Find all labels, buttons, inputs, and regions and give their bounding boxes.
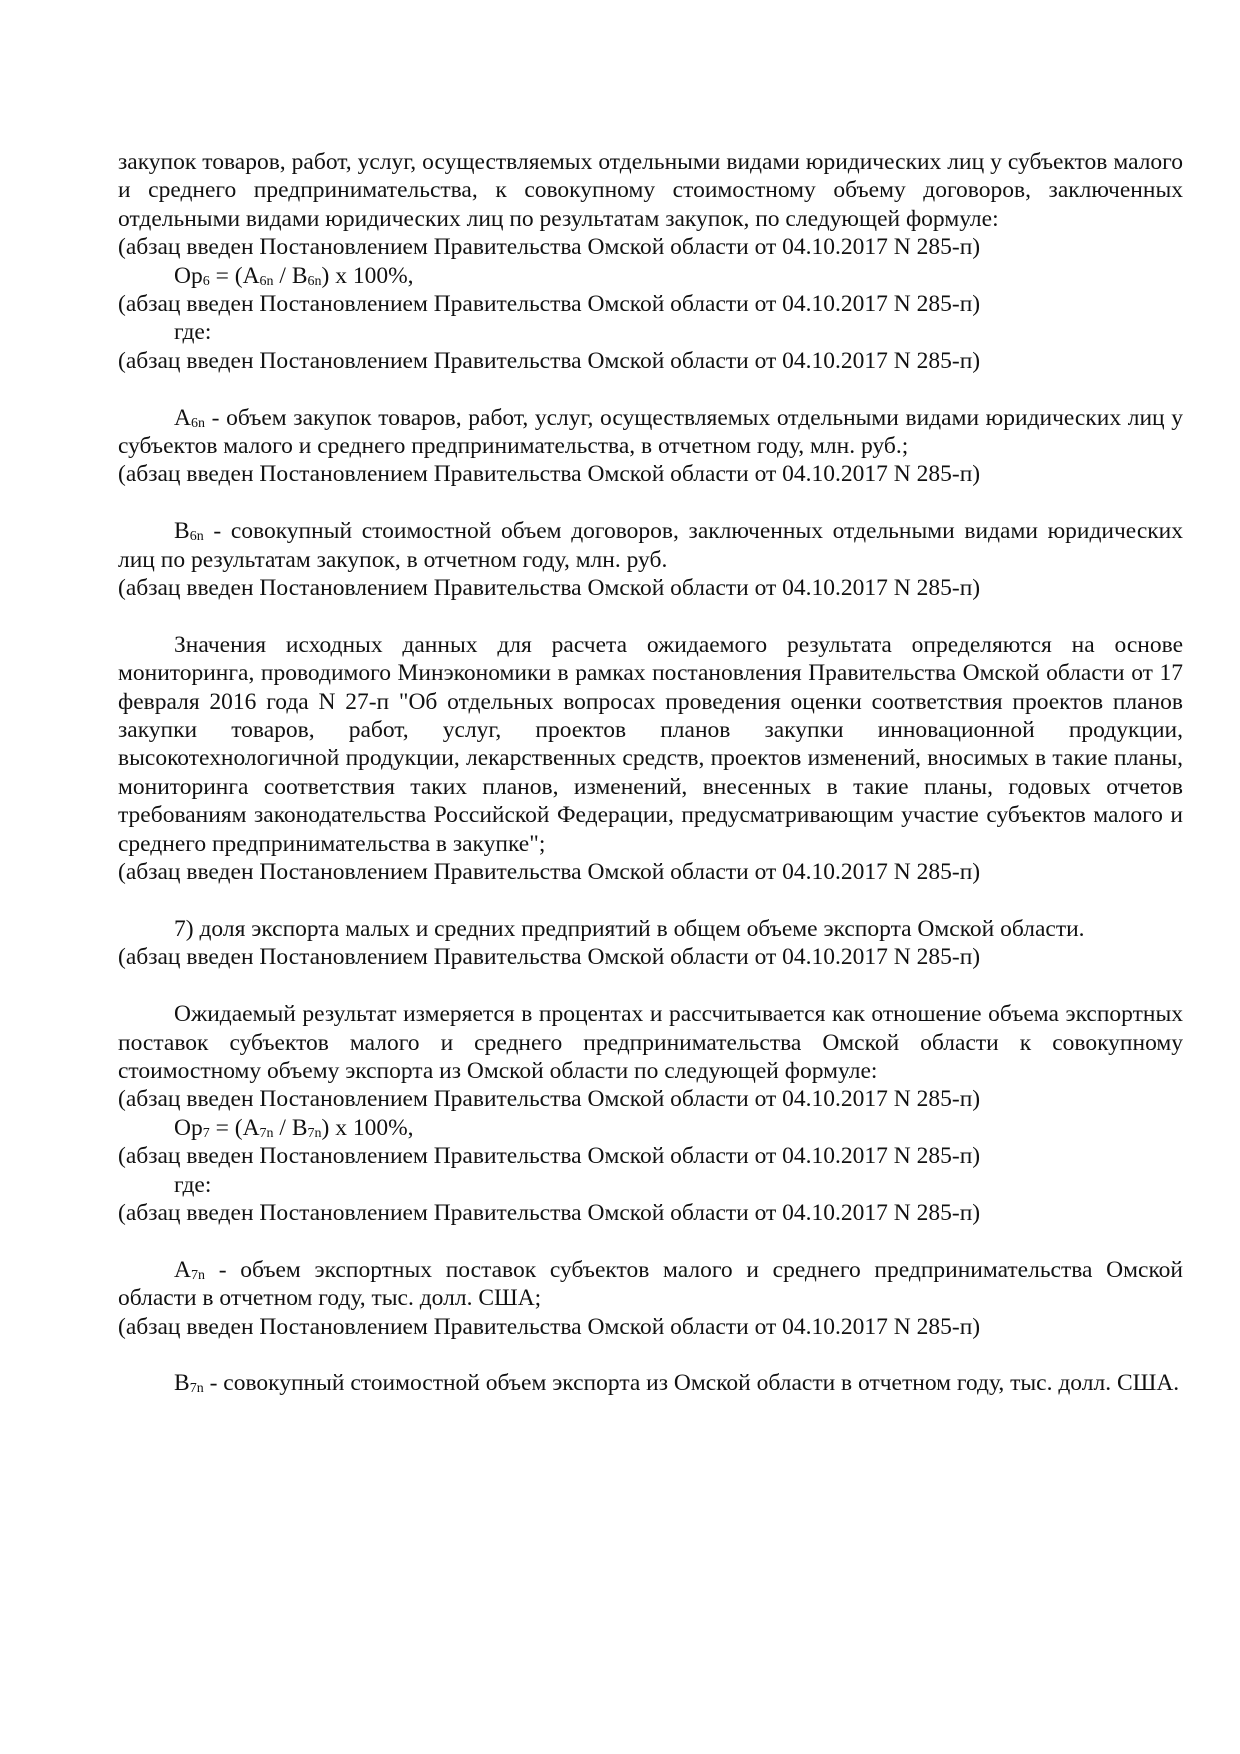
definition-a7n: $A_{7n}$ - объем экспортных поставок субъектов малого и среднего предпринимательства Омской области в отчетном году, тыс. долл. США; [118,1256,1183,1312]
amendment-note: (абзац введен Постановлением Правительства Омской области от 04.10.2017 N 285-п) [118,575,981,602]
where-label: где: [174,1171,212,1198]
amendment-note: (абзац введен Постановлением Правительства Омской области от 04.10.2017 N 285-п) [118,461,981,488]
paragraph-procurement-share: закупок товаров, работ, услуг, осуществляемых отдельными видами юридических лиц у субъектов малого и среднего предпринимательства, к совокупному стоимостному объему договоров, заключенных отдельными видами юридических лиц по результатам закупок, по следующей формуле: [118,149,1183,232]
amendment-note: (абзац введен Постановлением Правительства Омской области от 04.10.2017 N 285-п) [118,234,981,261]
formula-op6: $Op_6 = (A_{6n} / B_{6n})$ x 100%, [174,262,414,289]
amendment-note: (абзац введен Постановлением Правительства Омской области от 04.10.2017 N 285-п) [118,1313,981,1340]
paragraph-expected-result: Ожидаемый результат измеряется в процентах и рассчитывается как отношение объема экспортных поставок субъектов малого и среднего предпринимательства Омской области к совокупному стоимостному объему экспорта из Омской области по следующей формуле: [118,1001,1183,1084]
definition-b6n: $B_{6n}$ - совокупный стоимостной объем договоров, заключенных отдельными видами юридических лиц по результатам закупок, в отчетном году, млн. руб. [118,518,1183,573]
amendment-note: (абзац введен Постановлением Правительства Омской области от 04.10.2017 N 285-п) [118,1199,981,1226]
definition-b7n: $B_{7n}$ - совокупный стоимостной объем экспорта из Омской области в отчетном году, тыс. долл. США. [174,1370,1180,1397]
paragraph-source-data: Значения исходных данных для расчета ожидаемого результата определяются на основе мониторинга, проводимого Минэкономики в рамках постановления Правительства Омской области от 17 февраля 2016 года N 27-п "Об отдельных вопросах проведения оценки соответствия проектов планов закупки товаров, работ, услуг, проектов планов закупки инновационной продукции, высокотехнологичной продукции, лекарственных средств, проектов изменений, вносимых в такие планы, мониторинга соответствия таких планов, изменений, внесенных в такие планы, годовых отчетов требованиям законодательства Российской Федерации, предусматривающим участие субъектов малого и среднего предпринимательства в закупке"; [118,631,1183,857]
formula-op7: $Op_7 = (A_{7n} / B_{7n})$ x 100%, [174,1114,414,1141]
amendment-note: (абзац введен Постановлением Правительства Омской области от 04.10.2017 N 285-п) [118,291,981,318]
definition-a6n: $A_{6n}$ - объем закупок товаров, работ, услуг, осуществляемых отдельными видами юридических лиц у субъектов малого и среднего предпринимательства, в отчетном году, млн. руб.; [118,404,1183,460]
amendment-note: (абзац введен Постановлением Правительства Омской области от 04.10.2017 N 285-п) [118,1143,981,1170]
amendment-note: (абзац введен Постановлением Правительства Омской области от 04.10.2017 N 285-п) [118,859,981,886]
where-label: где: [174,319,212,346]
amendment-note: (абзац введен Постановлением Правительства Омской области от 04.10.2017 N 285-п) [118,1086,981,1113]
amendment-note: (абзац введен Постановлением Правительства Омской области от 04.10.2017 N 285-п) [118,944,981,971]
amendment-note: (абзац введен Постановлением Правительства Омской области от 04.10.2017 N 285-п) [118,347,981,374]
document-page [118,148,1183,1398]
list-item-7: 7) доля экспорта малых и средних предприятий в общем объеме экспорта Омской области. [174,915,1085,942]
